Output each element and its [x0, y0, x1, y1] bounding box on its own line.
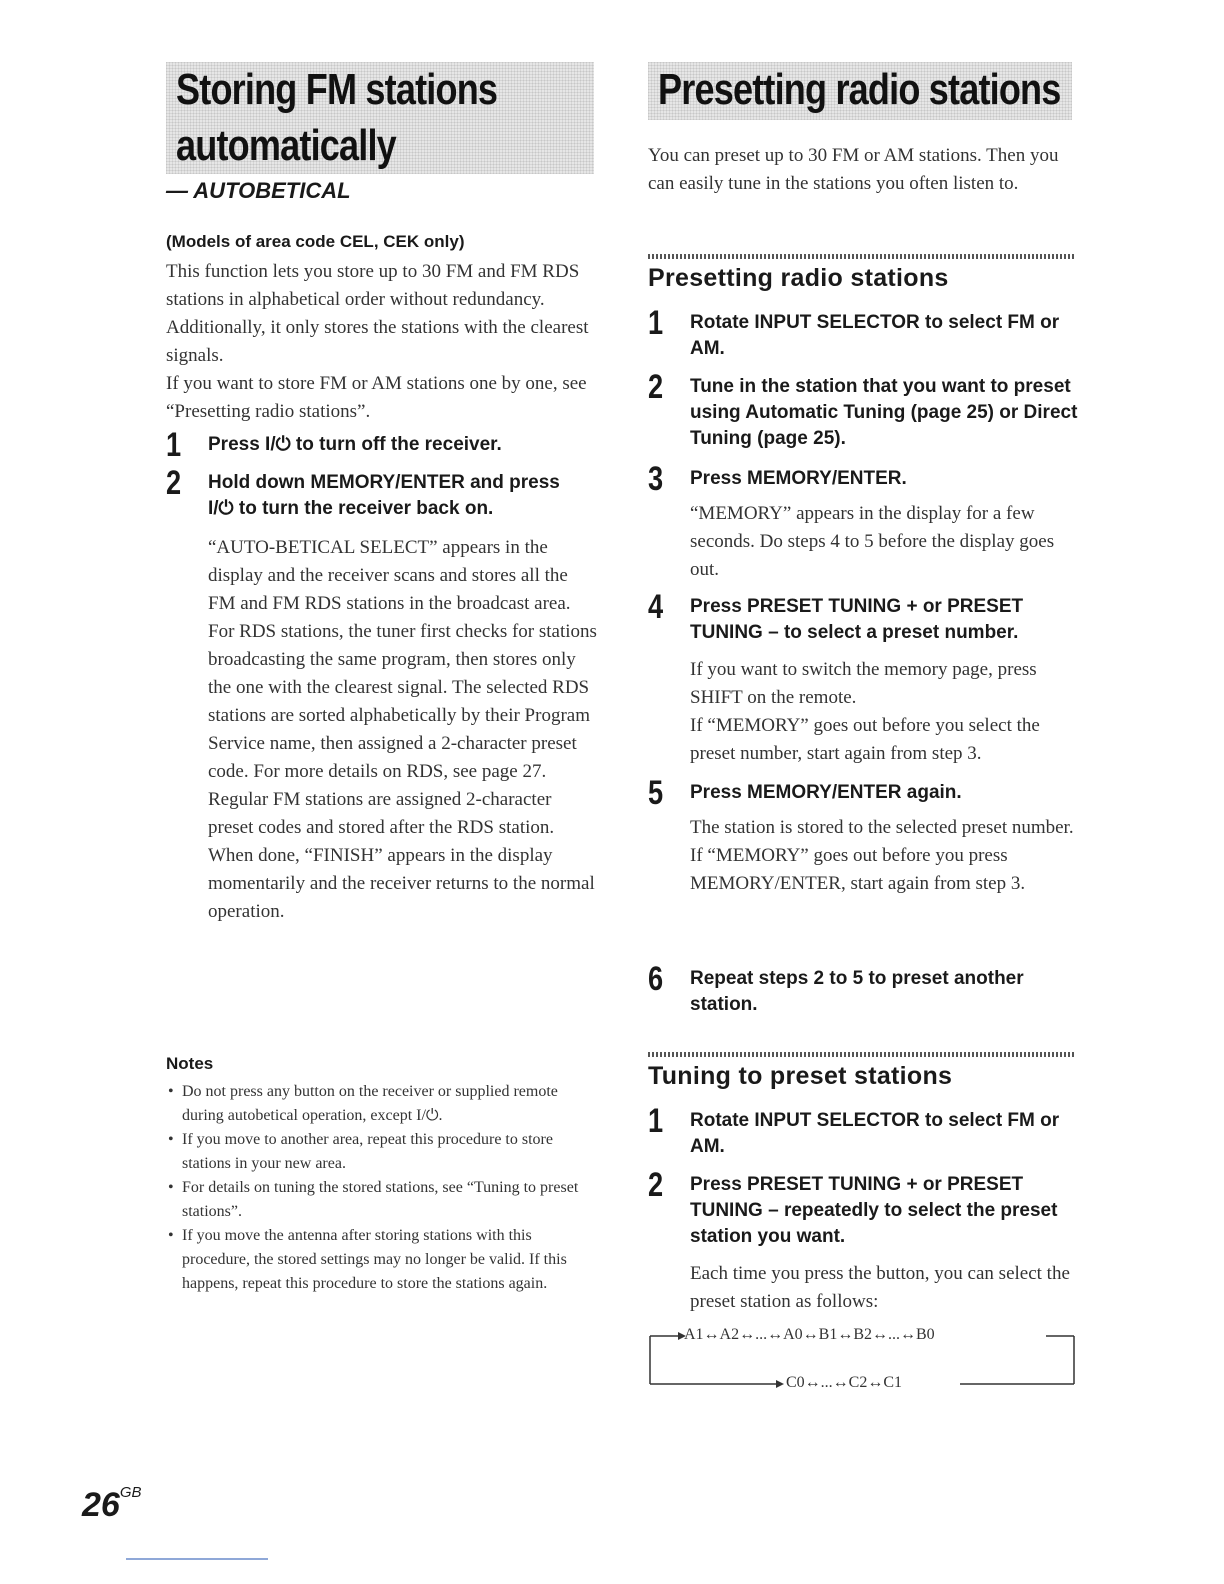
- preset-step-6: [648, 962, 1078, 1022]
- step-instruction: Press PRESET TUNING + or PRESET TUNING – repeatedly to select the preset station you want.: [690, 1174, 1058, 1247]
- step-body: [690, 814, 1075, 898]
- step-body: [690, 1260, 1075, 1316]
- models-note: (Models of area code CEL, CEK only): [166, 232, 465, 251]
- cycle-top-row: A1↔A2↔...↔A0↔B1↔B2↔...↔B0: [684, 1326, 935, 1343]
- section-title-tuning: Tuning to preset stations: [648, 1062, 953, 1090]
- note-text: If you move to another area, repeat this procedure to store stations in your new area.: [182, 1131, 553, 1172]
- step-number: 1: [648, 304, 664, 342]
- note-text: For details on tuning the stored stations, see “Tuning to preset stations”.: [182, 1179, 579, 1220]
- power-icon: I/⏻: [208, 498, 234, 519]
- step-instruction: Tune in the station that you want to preset using Automatic Tuning (page 25) or Direct Tuning (page 25).: [690, 376, 1078, 449]
- preset-cycle-diagram: [648, 1320, 1076, 1392]
- left-banner-line-1: Storing FM stations: [176, 65, 498, 114]
- step-body: [690, 656, 1075, 768]
- preset-step-2: [648, 370, 1078, 460]
- step-instruction: Press MEMORY/ENTER.: [690, 468, 907, 489]
- preset-step-5: [648, 776, 1078, 956]
- notes-title: Notes: [166, 1054, 214, 1073]
- step-number: 3: [648, 460, 664, 498]
- left-intro: [166, 258, 596, 426]
- right-intro: You can preset up to 30 FM or AM stations. Then you can easily tune in the stations you often listen to.: [648, 145, 1059, 194]
- step-body-paragraph-2: If “MEMORY” goes out before you select the preset number, start again from step 3.: [690, 715, 1040, 764]
- step-text-post: to turn off the receiver.: [290, 434, 502, 455]
- step-text-line-1: Hold down MEMORY/ENTER and press: [208, 472, 560, 493]
- left-banner-title: [166, 62, 594, 174]
- step-text-pre: Press: [208, 434, 266, 455]
- note-item: • If you move to another area, repeat this procedure to store stations in your new area.: [168, 1131, 553, 1172]
- left-banner-line-2: automatically: [176, 121, 396, 170]
- section-title-presetting: Presetting radio stations: [648, 264, 949, 292]
- preset-step-1: [648, 306, 1078, 366]
- step-body: [208, 534, 600, 926]
- step-number: 1: [166, 426, 182, 464]
- step-text-line-2: to turn the receiver back on.: [233, 498, 494, 519]
- step-body: [690, 500, 1075, 584]
- tuning-step-2: [648, 1168, 1078, 1318]
- footer-rule: [126, 1558, 268, 1560]
- power-icon: I/⏻: [265, 434, 291, 455]
- step-instruction: [208, 432, 502, 458]
- step-body-paragraph-2: For RDS stations, the tuner first checks for stations broadcasting the same program, then stores only the one with the clearest signal. The selected RDS stations are sorted alphabetically by their Program Service name, then assigned a 2-character preset code. For more details on RDS, see page 27.: [208, 621, 597, 782]
- left-intro-paragraph-1: This function lets you store up to 30 FM and FM RDS stations in alphabetical order without redundancy. Additionally, it only stores the stations with the clearest signals.: [166, 261, 589, 366]
- step-number: 1: [648, 1102, 664, 1140]
- step-number: 5: [648, 774, 664, 812]
- step-number: 6: [648, 960, 664, 998]
- section-divider: [648, 254, 1076, 259]
- note-text: Do not press any button on the receiver or supplied remote during autobetical operation, except I/⏻.: [182, 1083, 558, 1124]
- step-number: 2: [648, 1166, 664, 1204]
- page-number-suffix: GB: [119, 1484, 142, 1501]
- note-item: • For details on tuning the stored stations, see “Tuning to preset stations”.: [168, 1179, 579, 1220]
- left-intro-paragraph-2: If you want to store FM or AM stations one by one, see “Presetting radio stations”.: [166, 373, 587, 422]
- step-body-paragraph-4: When done, “FINISH” appears in the display momentarily and the receiver returns to the normal operation.: [208, 845, 595, 922]
- step-body-paragraph-1: If you want to switch the memory page, press SHIFT on the remote.: [690, 659, 1037, 708]
- step-instruction: Press MEMORY/ENTER again.: [690, 782, 962, 803]
- step-number: 2: [648, 368, 664, 406]
- right-banner-title: [648, 62, 1072, 120]
- preset-step-3: [648, 462, 1078, 587]
- step-instruction: [208, 470, 608, 522]
- step-body-paragraph-1: The station is stored to the selected preset number.: [690, 817, 1074, 838]
- note-item: • Do not press any button on the receiver or supplied remote during autobetical operation, except I/⏻.: [168, 1083, 558, 1124]
- right-banner-line: Presetting radio stations: [658, 65, 1061, 114]
- notes-list: [166, 1080, 596, 1296]
- step-number: 2: [166, 464, 182, 502]
- step-body-paragraph-1: Each time you press the button, you can select the preset station as follows:: [690, 1263, 1070, 1312]
- step-body-paragraph-1: “MEMORY” appears in the display for a few seconds. Do steps 4 to 5 before the display goes out.: [690, 503, 1055, 580]
- page-number-value: 26: [82, 1486, 120, 1524]
- page-number: [82, 1486, 142, 1525]
- preset-step-4: [648, 590, 1078, 775]
- left-step-1: [166, 428, 606, 468]
- autobetical-subtitle: — AUTOBETICAL: [166, 178, 351, 203]
- step-body-paragraph-3: Regular FM stations are assigned 2-character preset codes and stored after the RDS station.: [208, 789, 555, 838]
- section-divider: [648, 1052, 1076, 1057]
- step-body-paragraph-1: “AUTO-BETICAL SELECT” appears in the display and the receiver scans and stores all the FM and FM RDS stations in the broadcast area.: [208, 537, 571, 614]
- tuning-step-1: [648, 1104, 1078, 1164]
- step-instruction: Rotate INPUT SELECTOR to select FM or AM.: [690, 1110, 1060, 1157]
- left-step-2: [166, 466, 606, 1046]
- step-body-paragraph-2: If “MEMORY” goes out before you press MEMORY/ENTER, start again from step 3.: [690, 845, 1026, 894]
- cycle-bottom-row: C0↔...↔C2↔C1: [786, 1374, 903, 1391]
- note-text: If you move the antenna after storing stations with this procedure, the stored settings may no longer be valid. If this happens, repeat this procedure to store the stations again.: [182, 1227, 567, 1292]
- step-number: 4: [648, 588, 664, 626]
- step-instruction: Press PRESET TUNING + or PRESET TUNING – to select a preset number.: [690, 596, 1024, 643]
- step-instruction: Repeat steps 2 to 5 to preset another station.: [690, 968, 1024, 1015]
- note-item: • If you move the antenna after storing stations with this procedure, the stored settings may no longer be valid. If this happens, repeat this procedure to store the stations again.: [168, 1227, 567, 1292]
- step-instruction: Rotate INPUT SELECTOR to select FM or AM.: [690, 312, 1060, 359]
